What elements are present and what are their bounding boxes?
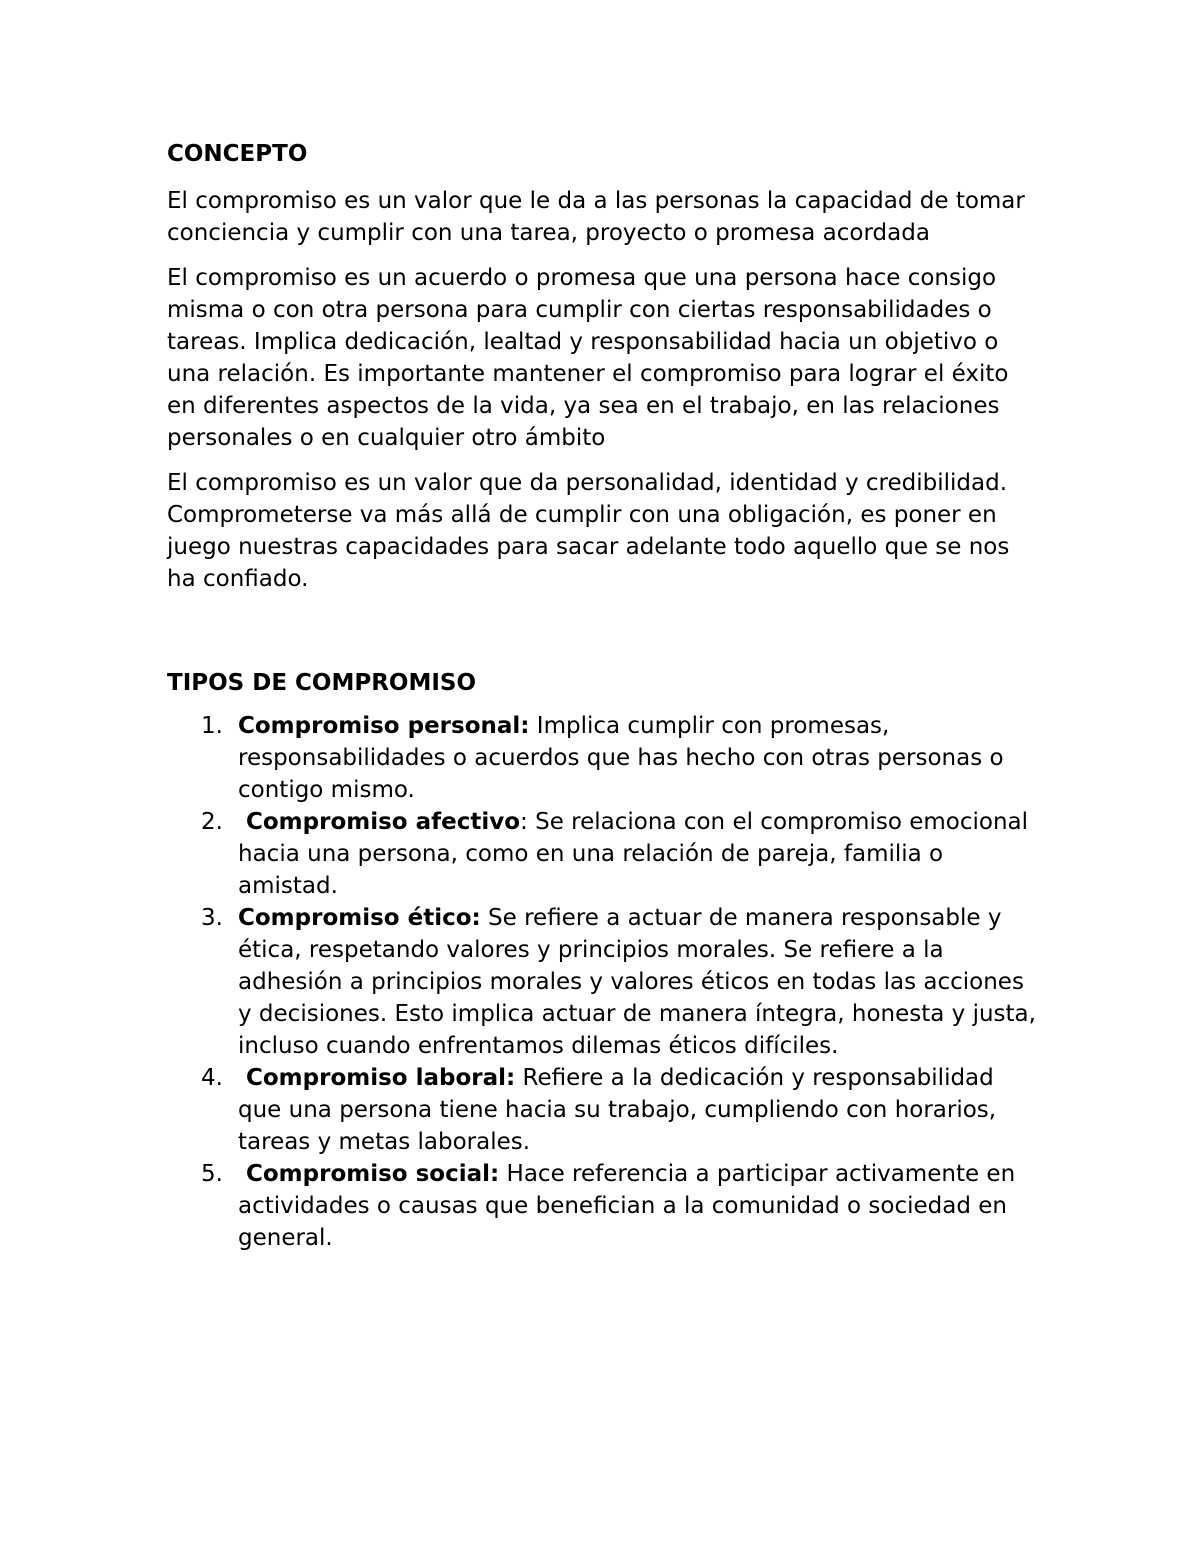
list-item [167, 1062, 1037, 1158]
list-number: 1. [201, 713, 223, 739]
types-list [167, 710, 1037, 1254]
list-text: Hace referencia a participar activamente en actividades o causas que benefician a la comunidad o sociedad en general. [238, 1161, 1016, 1251]
list-text: Refiere a la dedicación y responsabilidad que una persona tiene hacia su trabajo, cumpliendo con horarios, tareas y metas laborales. [238, 1065, 997, 1155]
section-heading-tipos: TIPOS DE COMPROMISO [167, 670, 477, 696]
list-text: Implica cumplir con promesas, responsabilidades o acuerdos que has hecho con otras personas o contigo mismo. [238, 713, 1004, 803]
paragraph-1: El compromiso es un valor que le da a las personas la capacidad de tomar conciencia y cumplir con una tarea, proyecto o promesa acordada [167, 188, 1025, 246]
list-term: Compromiso personal: [238, 713, 530, 739]
list-number: 5. [201, 1161, 223, 1187]
section-spacer [167, 608, 1037, 666]
list-term: Compromiso afectivo [246, 809, 521, 835]
list-item [167, 902, 1037, 1062]
list-number: 4. [201, 1065, 223, 1091]
list-text: Se refiere a actuar de manera responsable y ética, respetando valores y principios morales. Se refiere a la adhesión a principios morales y valores éticos en todas las acciones y decisiones. Esto implica actuar de manera íntegra, honesta y justa, incluso cuando enfrentamos dilemas éticos difíciles. [238, 905, 1036, 1059]
paragraph-3: El compromiso es un valor que da personalidad, identidad y credibilidad. Comprometerse va más allá de cumplir con una obligación, es poner en juego nuestras capacidades para sacar adelante todo aquello que se nos ha confiado. [167, 470, 1010, 592]
list-item [167, 806, 1037, 902]
list-term: Compromiso laboral: [246, 1065, 516, 1091]
list-item [167, 710, 1037, 806]
list-text: : Se relaciona con el compromiso emocional hacia una persona, como en una relación de pareja, familia o amistad. [238, 809, 1029, 899]
document-page [167, 137, 1037, 1254]
list-number: 3. [201, 905, 223, 931]
list-term: Compromiso ético: [238, 905, 481, 931]
paragraph-2: El compromiso es un acuerdo o promesa que una persona hace consigo misma o con otra persona para cumplir con ciertas responsabilidades o tareas. Implica dedicación, lealtad y responsabilidad hacia un objetivo o una relación. Es importante mantener el compromiso para lograr el éxito en diferentes aspectos de la vida, ya sea en el trabajo, en las relaciones personales o en cualquier otro ámbito [167, 265, 1009, 451]
section-heading-concepto: CONCEPTO [167, 141, 308, 167]
list-item [167, 1158, 1037, 1254]
list-term: Compromiso social: [246, 1161, 500, 1187]
list-number: 2. [201, 809, 223, 835]
